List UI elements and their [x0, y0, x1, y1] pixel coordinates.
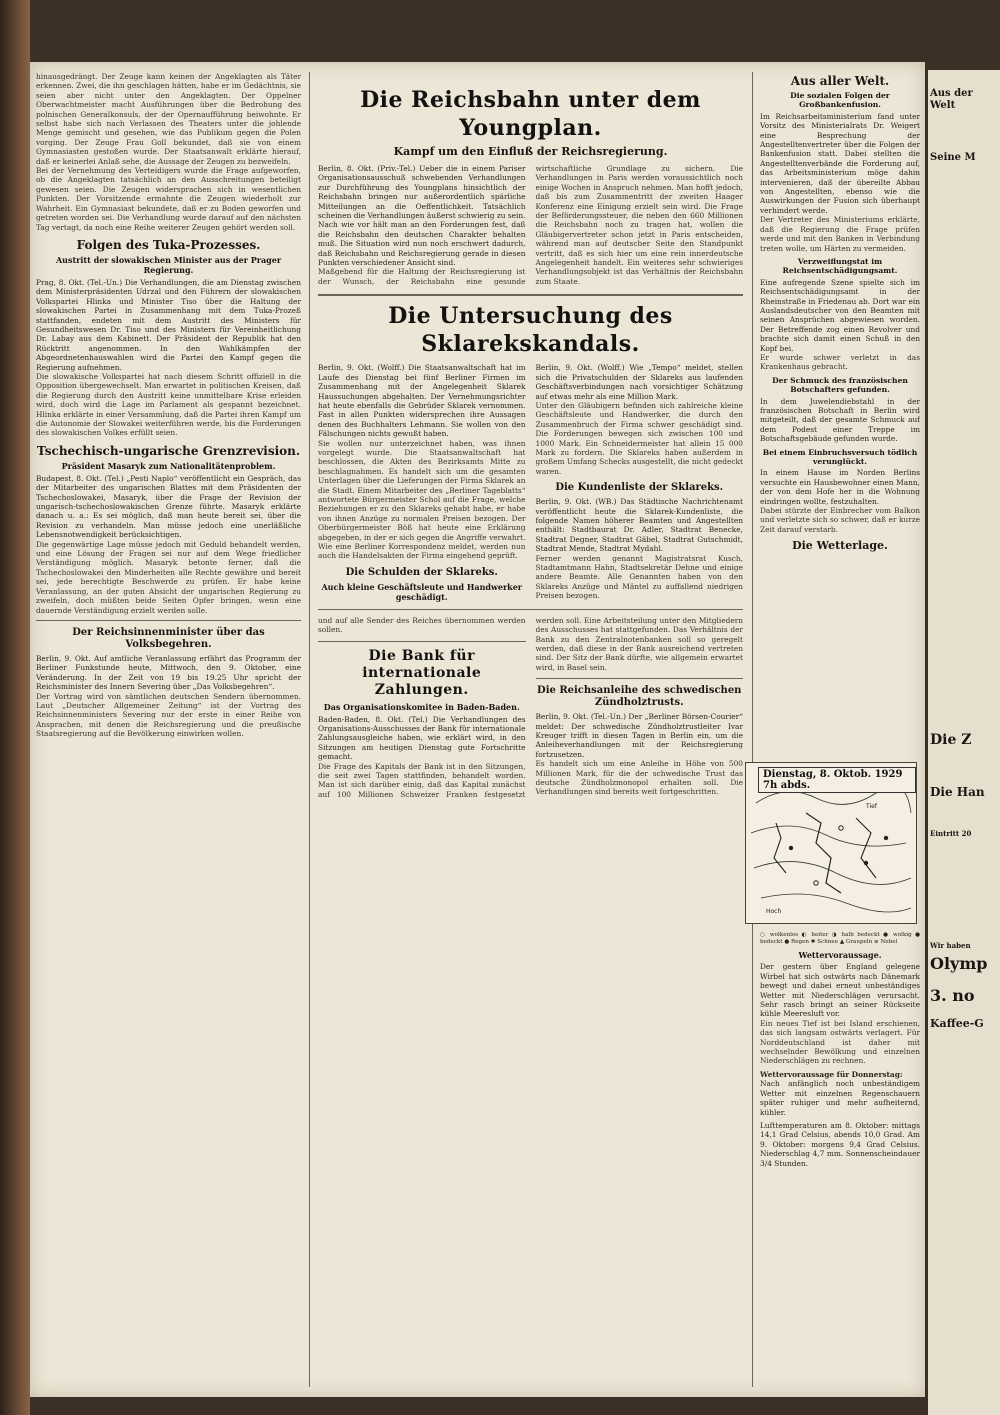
adjacent-head-4: Die Han — [930, 785, 985, 799]
adjacent-page — [928, 70, 1000, 1415]
tuka-text: Prag, 8. Okt. (Tel.-Un.) Die Verhandlungen, die am Dienstag zwischen dem Ministerpräsidenten Udrzal und den Führern der slowakischen Volkspartei Hlinka und Minister Tiso über die Haltung der slowakischen Partei in Zusammenhang mit dem Tuka-Prozeß stattfanden, endeten mit dem Austritt des Ministers für Gesundheitswesen Dr. Tiso und des Ministers für Vereinheitlichung Dr. Labay aus dem Kabinett. Der Präsident der Republik hat den Rücktritt angenommen. In den Wahlkämpfen der Abgeordnetenhauswahlen wird die Partei den Kampf gegen die Regierung aufnehmen. — [36, 277, 301, 372]
reich-headline: Der Reichsinnenminister über das Volksbegehren. — [72, 626, 265, 650]
forecast2-headline: Wettervoraussage für Donnerstag: — [760, 1069, 903, 1079]
weather-map — [745, 762, 917, 924]
bank-subheadline: Das Organisationskomitee in Baden-Baden. — [323, 701, 520, 712]
adjacent-head-8: 3. no — [930, 986, 975, 1005]
temperatures: Lufttemperaturen am 8. Oktober: mittags 14,1 Grad Celsius, abends 10,0 Grad. Am 9. Oktober: morgens 9,4 Grad Celsius. Niederschlag 4,7 mm. Sonnenscheindauer 3/4 Stunden. — [760, 1120, 920, 1168]
reichsbahn-headline: Die Reichsbahn unter dem Youngplan. — [360, 87, 701, 141]
bank-text: Baden-Baden, 8. Okt. (Tel.) Die Verhandlungen des Organisations-Ausschusses der Bank für internationale Zahlungsausgleiche haben, wie erklärt wird, in den Sitzungen am heutigen Dienstag gute Fortschritte gemacht. — [318, 714, 526, 762]
column-2: Die Reichsbahn unter dem Youngplan. Kampf um den Einfluß der Reichsregierung. Berlin, 8. Okt. (Priv.-Tel.) Ueber die in einem Pariser Organisationsausschuß schwebenden Verhandlungen zur Durchführung des Youngplans hinsichtlich der Reichsbahn bringen nur außerordentlich spärliche Mitteilungen an die Oeffentlichkeit. Tatsächlich scheinen die Verhandlungen äußerst schwierig zu sein. Nach wie vor hält man an den Forderungen fest, daß die Reichsbahn den deutschen Charakter behalten muß. Die Situation wird nun noch erschwert dadurch, daß Reichsbahn und Reichsregierung gerade in diesen Punkten verschiedener Ansicht sind. Maßgebend für die Haltung der Reichsregierung ist der Wunsch, der Reichsbahn eine gesunde wirtschaftliche Grundlage zu sichern. Die Verhandlungen in Paris werden voraussichtlich noch einige Wochen in Anspruch nehmen. Man hofft jedoch, daß bis zum Zusammentritt der zweiten Haager Konferenz eine Einigung erzielt sein wird. Die Frage der Beförderungssteuer, die neben den 660 Millionen die Reichsbahn noch zu tragen hat, wollen die Gläubigervertreter schon jetzt in Paris entscheiden, während man auf deutscher Seite den Standpunkt vertritt, daß es sich hier um eine rein innerdeutsche Angelegenheit handelt. Ein weiteres sehr schwieriges Verhandlungsobjekt ist das Verhältnis der Reichsbahn zum Staate. Die Untersuchung des Sklarekskandals. Berlin, 9. Okt. (Wolff.) Die Staatsanwaltschaft hat im Laufe des Dienstag bei fünf Berliner Firmen im Zusammenhang mit der Angelegenheit Sklarek Haussuchungen abgehalten. Der Vernehmungsrichter hat heute ebenfalls die Gebrüder Sklarek vernommen. Fast in allen Punkten widersprechen ihre Aussagen denen des Buchhalters Lehmann. Sie wollen von den Fälschungen nichts gewußt haben. Sie wollen nur unterzeichnet haben, was ihnen vorgelegt wurde. Die Staatsanwaltschaft hat beschlossen, die Akten des Bezirksamts Mitte zu beschlagnahmen. Es handelt sich um die gesamten Unterlagen über die Lieferungen der Firma Sklarek an die Stadt. Einem Mitarbeiter des „Berliner Tageblatts“ antwortete Bürgermeister Schol auf die Frage, welche Beziehungen er zu den Sklareks gehabt habe, er habe von ihnen Anzüge zu normalen Preisen bezogen. Der Oberbürgermeister Böß hat heute eine Erklärung abgegeben, in der er sich gegen die Angriffe verwahrt. Wie eine Berliner Korrespondenz meldet, werden nun auch die Handelsakten der Firma eingehend geprüft. Die Schulden der Sklareks. Auch kleine Geschäftsleute und Handwerker geschädigt. Berlin, 9. Okt. (Wolff.) Wie „Tempo“ meldet, stellen sich die Privatschulden der Sklareks aus laufenden Geschäftsverbindungen nach vorsichtiger Schätzung auf etwas mehr als eine Million Mark. Unter den Gläubigern befinden sich zahlreiche kleine Geschäftsleute und Handwerker, die durch den Zusammenbruch der Firma schwer geschädigt sind. Die Forderungen bewegen sich zwischen 100 und 1000 Mark. Ein Schneidermeister hat allein 15 000 Mark zu fordern. Die Sklareks haben außerdem in großem Umfang Schecks ausgestellt, die nicht gedeckt waren. Die Kundenliste der Sklareks. Berlin, 9. Okt. (WB.) Das Städtische Nachrichtenamt veröffentlicht heute die Sklarek-Kundenliste, die folgende Namen höherer Beamten und Angestellten enthält: Stadtbaurat Dr. Adler, Stadtrat Benecke, Stadtrat Degner, Stadtrat Gäbel, Stadtrat Gutschmidt, Stadtrat Mende, Stadtrat Mydahl. Ferner werden genannt Magistratsrat Kusch, Stadtamtmann Hahn, Stadtsekretär Dehne und einige andere Beamte. Alle Genannten haben von den Sklareks Anzüge und Mäntel zu auffallend niedrigen Preisen bezogen. und auf alle Sender des Reiches übernommen werden sollen. Die Bank für internationale Zahlungen. Das Organisationskomitee in Baden-Baden. Baden-Baden, 8. Okt. (Tel.) Die Verhandlungen des Organisations-Ausschusses der Bank für internationale Zahlungsausgleiche haben, wie erklärt wird, in den Sitzungen am heutigen Dienstag gute Fortschritte gemacht. Die Frage des Kapitals der Bank ist in den Sitzungen, die seit zwei Tagen stattfinden, behandelt worden. Man ist sich darüber einig, daß das Kapital zunächst auf 100 Millionen Schweizer Franken festgesetzt werden soll. Eine Arbeitsteilung unter den Mitgliedern des Ausschusses hat stattgefunden. Das Verhältnis der Bank zu den Zentralnotenbanken soll so geregelt werden, daß diese in der Bank ausreichend vertreten sind. Der Sitz der Bank dürfte, wie allgemein erwartet wird, in Basel sein. Die Reichsanleihe des schwedischen Zündholztrusts. Berlin, 9. Okt. (Tel.-Un.) Der „Berliner Börsen-Courier“ meldet: Der schwedische Zündholztrustleiter Ivar Kreuger trifft in diesen Tagen in Berlin ein, um die Anleiheverhandlungen mit der Reichsregierung fortzusetzen. Es handelt sich um eine Anleihe in Höhe von 500 Millionen Mark, für die der schwedische Trust das deutsche Zündholzmonopol erhalten soll. Die Verhandlungen sind bereits weit fortgeschritten. — [318, 87, 743, 799]
forecast2-text: Nach anfänglich noch unbeständigem Wetter mit einzelnen Regenschauern später ruhiger und mehr aufheiternd, kühler. — [760, 1079, 920, 1117]
book-spine — [0, 0, 30, 1415]
adjacent-head-9: Kaffee-G — [930, 1017, 984, 1030]
weather-legend: ○ wolkenlos ◐ heiter ◑ halb bedeckt ● wolkig ● bedeckt ● Regen ✱ Schnee ▲ Graupeln ≡ Nebel — [760, 932, 920, 945]
svg-text:Tief: Tief — [866, 803, 877, 810]
schulden-text: Berlin, 9. Okt. (Wolff.) Wie „Tempo“ meldet, stellen sich die Privatschulden der Sklareks aus laufenden Geschäftsverbindungen nach vorsichtiger Schätzung auf etwas mehr als eine Million Mark. — [535, 363, 743, 401]
col1-top-text: hinausgedrängt. Der Zeuge kann keinen der Angeklagten als Täter erkennen. Zwei, die ihn geschlagen hätten, habe er im Gedächtnis, sie seien aber nicht unter den Angeklagten. Der Oppelner Oberwachtmeister macht Ausführungen über die Bedrohung des polnischen Generalkonsuls, der der Opernaufführung beiwohnte. Er selbst habe sich nach Verlassen des Theaters unter die johlende Menge gemischt und gesehen, wie das Publikum gegen die Polen vorging. Der Zeuge Frau Goll bekundet, daß sie von einem Gymnasiasten gestoßen wurde. Der Staatsanwalt erklärte hierauf, daß er keinerlei Anlaß sehe, die Aussage der Zeugen zu bezweifeln. — [36, 72, 301, 166]
forecast-text: Der gestern über England gelegene Wirbel hat sich ostwärts nach Dänemark bewegt und dabei erneut unbeständiges Wetter mit Niederschlägen verursacht. Sehr rasch bringt an seiner Rückseite kühle Meeresluft vor. — [760, 962, 920, 1019]
reichsbahn-text: Berlin, 8. Okt. (Priv.-Tel.) Ueber die in einem Pariser Organisationsausschuß schwebenden Verhandlungen zur Durchführung des Youngplans hinsichtlich der Reichsbahn bringen nur außerordentlich spärliche Mitteilungen an die Oeffentlichkeit. Tatsächlich scheinen die Verhandlungen äußerst schwierig zu sein. Nach wie vor hält man an den Forderungen fest, daß die Reichsbahn den deutschen Charakter behalten muß. Die Situation wird nun noch erschwert dadurch, daß Reichsbahn und Reichsregierung gerade in diesen Punkten verschiedener Ansicht sind. — [318, 164, 526, 268]
schwed-text: Berlin, 9. Okt. (Tel.-Un.) Der „Berliner Börsen-Courier“ meldet: Der schwedische Zündholztrustleiter Ivar Kreuger trifft in diesen Tagen in Berlin ein, um die Anleiheverhandlungen mit der Reichsregierung fortzusetzen. — [535, 712, 743, 759]
aus-aller-welt-headline: Aus aller Welt. — [790, 74, 890, 88]
tuka-headline: Folgen des Tuka-Prozesses. — [76, 237, 261, 252]
czech-subheadline: Präsident Masaryk zum Nationalitätenproblem. — [61, 460, 276, 471]
sub4-text: In einem Hause im Norden Berlins versuchte ein Hausbewohner einen Mann, der von dem Hofe her in die Wohnung eindringen wollte, festzuhalten. — [760, 468, 920, 506]
weather-headline: Die Wetterlage. — [792, 539, 888, 553]
czech-text: Budapest, 8. Okt. (Tel.) „Pesti Naplo“ veröffentlicht ein Gespräch, das der Mitarbeiter des ungarischen Blattes mit dem Präsidenten der Tschechoslowakei, Masaryk, über die Frage der Revision der ungarisch-tschechoslowakischen Grenze führte. Masaryk erklärte danach u. a.: Es sei möglich, daß man heute bereit sei, über die Revision zu verhandeln. Man müsse jedoch eine unerläßliche Lebensnotwendigkeit berücksichtigen. — [36, 473, 301, 540]
bank-headline: Die Bank für internationale Zahlungen. — [362, 647, 482, 698]
schulden-headline: Die Schulden der Sklareks. — [345, 566, 498, 578]
sklarek-headline: Die Untersuchung des Sklarekskandals. — [388, 303, 673, 358]
schulden-subheadline: Auch kleine Geschäftsleute und Handwerker geschädigt. — [321, 581, 523, 602]
reich-text: Berlin, 9. Okt. Auf amtliche Veranlassung erfährt das Programm der Berliner Funkstunde heute, Mittwoch, den 9. Oktober, eine Veränderung. In der Zeit von 19 bis 19.25 Uhr spricht der Reichsminister des Innern Severing über „Das Volksbegehren“. — [36, 653, 301, 692]
schwed-headline: Die Reichsanleihe des schwedischen Zündholztrusts. — [537, 685, 742, 709]
tuka-subheadline: Austritt der slowakischen Minister aus der Prager Regierung. — [55, 254, 282, 275]
adjacent-head-5: Eintritt 20 — [930, 829, 972, 838]
sklarek-text: Berlin, 9. Okt. (Wolff.) Die Staatsanwaltschaft hat im Laufe des Dienstag bei fünf Berliner Firmen im Zusammenhang mit der Angelegenheit Sklarek Haussuchungen abgehalten. Der Vernehmungsrichter hat heute ebenfalls die Gebrüder Sklarek vernommen. Fast in allen Punkten widersprechen ihre Aussagen denen des Buchhalters Lehmann. Sie wollen von den Fälschungen nichts gewußt haben. — [318, 363, 526, 439]
adjacent-head-1: Aus der Welt — [930, 88, 973, 111]
newspaper-page — [30, 62, 925, 1397]
column-3-lower: ○ wolkenlos ◐ heiter ◑ halb bedeckt ● wolkig ● bedeckt ● Regen ✱ Schnee ▲ Graupeln ≡ Nebel Wettervoraussage. Der gestern über England gelegene Wirbel hat sich ostwärts nach Dänemark bewegt und dabei erneut unbeständiges Wetter mit Niederschlägen verursacht. Sehr rasch bringt an seiner Rückseite kühle Meeresluft vor. Ein neues Tief ist bei Island erschienen, das sich langsam ostwärts verlagert. Für Norddeutschland ist daher mit wechselnder Bewölkung und einzelnen Niederschlägen zu rechnen. Wettervoraussage für Donnerstag: Nach anfänglich noch unbeständigem Wetter mit einzelnen Regenschauern später ruhiger und mehr aufheiternd, kühler. Lufttemperaturen am 8. Oktober: mittags 14,1 Grad Celsius, abends 10,0 Grad. Am 9. Oktober: morgens 9,4 Grad Celsius. Niederschlag 4,7 mm. Sonnenscheindauer 3/4 Stunden. — [760, 932, 920, 1168]
column-1: hinausgedrängt. Der Zeuge kann keinen der Angeklagten als Täter erkennen. Zwei, die ihn geschlagen hätten, habe er im Gedächtnis, sie seien aber nicht unter den Angeklagten. Der Oppelner Oberwachtmeister macht Ausführungen über die Bedrohung des polnischen Generalkonsuls, der der Opernaufführung beiwohnte. Er selbst habe sich nach Verlassen des Theaters unter die johlende Menge gemischt und gesehen, wie das Publikum gegen die Polen vorging. Der Zeuge Frau Goll bekundet, daß sie von einem Gymnasiasten gestoßen wurde. Der Staatsanwalt erklärte hierauf, daß er keinerlei Anlaß sehe, die Aussage der Zeugen zu bezweifeln. Bei der Vernehmung des Verteidigers wurde die Frage aufgeworfen, ob die Angeklagten tatsächlich an den Ausschreitungen beteiligt gewesen seien. Die Zeugen widersprachen sich in wesentlichen Punkten. Der Vorsitzende ermahnte die Zeugen wiederholt zur Wahrheit. Ein Gymnasiast bekundete, daß er zu Boden geworfen und getreten worden sei. Die Verhandlung wurde darauf auf den nächsten Tag vertagt, da noch eine Reihe weiterer Zeugen gehört werden soll. Folgen des Tuka-Prozesses. Austritt der slowakischen Minister aus der Prager Regierung. Prag, 8. Okt. (Tel.-Un.) Die Verhandlungen, die am Dienstag zwischen dem Ministerpräsidenten Udrzal und den Führern der slowakischen Volkspartei Hlinka und Minister Tiso über die Haltung der slowakischen Partei in Zusammenhang mit dem Tuka-Prozeß stattfanden, endeten mit dem Austritt des Ministers für Gesundheitswesen Dr. Tiso und des Ministers für Vereinheitlichung Dr. Labay aus dem Kabinett. Der Präsident der Republik hat den Rücktritt angenommen. In den Wahlkämpfen der Abgeordnetenhauswahlen wird die Partei den Kampf gegen die Regierung aufnehmen. Die slowakische Volkspartei hat nach diesem Schritt offiziell in die Opposition übergewechselt. Man erwartet in politischen Kreisen, daß die Regierung durch den Austritt keine unmittelbare Krise erleiden wird, doch wird die Lage im Parlament als gespannt bezeichnet. Hlinka erklärte in einer Versammlung, daß die Partei ihren Kampf um die Autonomie der Slowakei weiterführen werde, bis die Forderungen des slowakischen Volkes erfüllt seien. Tschechisch-ungarische Grenzrevision. Präsident Masaryk zum Nationalitätenproblem. Budapest, 8. Okt. (Tel.) „Pesti Naplo“ veröffentlicht ein Gespräch, das der Mitarbeiter des ungarischen Blattes mit dem Präsidenten der Tschechoslowakei, Masaryk, über die Frage der Revision der ungarisch-tschechoslowakischen Grenze führte. Masaryk erklärte danach u. a.: Es sei möglich, daß man heute bereit sei, über die Revision zu verhandeln. Man müsse jedoch eine unerläßliche Lebensnotwendigkeit berücksichtigen. Die gegenwärtige Lage müsse jedoch mit Geduld behandelt werden, und eine Lösung der Fragen sei nur auf dem Wege friedlicher Verständigung möglich. Masaryk betonte ferner, daß die Tschechoslowakei den Minderheiten alle Rechte gewähre und bereit sei, jede berechtigte Beschwerde zu prüfen. Er habe keine Veranlassung, an der guten Absicht der ungarischen Regierung zu zweifeln, doch müßten beide Seiten Opfer bringen, wenn eine dauernde Verständigung erzielt werden solle. Der Reichsinnenminister über das Volksbegehren. Berlin, 9. Okt. Auf amtliche Veranlassung erfährt das Programm der Berliner Funkstunde heute, Mittwoch, den 9. Oktober, eine Veränderung. In der Zeit von 19 bis 19.25 Uhr spricht der Reichsminister des Innern Severing über „Das Volksbegehren“. Der Vortrag wird von sämtlichen deutschen Sendern übernommen. Laut „Deutscher Allgemeiner Zeitung“ ist der Vortrag des Reichsinnenministers Severing nur der erste in einer Reihe von Ansprachen, mit denen die Reichsregierung und die preußische Staatsregierung auf die Bevölkerung einwirken wollen. — [36, 72, 301, 739]
sub1-headline: Die sozialen Folgen der Großbankenfusion. — [790, 91, 890, 110]
sub4-headline: Bei einem Einbruchsversuch tödlich verunglückt. — [762, 447, 918, 467]
sub3-headline: Der Schmuck des französischen Botschafters gefunden. — [772, 375, 908, 395]
kunden-text: Berlin, 9. Okt. (WB.) Das Städtische Nachrichtenamt veröffentlicht heute die Sklarek-Kundenliste, die folgende Namen höherer Beamten und Angestellten enthält: Stadtbaurat Dr. Adler, Stadtrat Benecke, Stadtrat Degner, Stadtrat Gäbel, Stadtrat Gutschmidt, Stadtrat Mende, Stadtrat Mydahl. — [535, 497, 743, 554]
adjacent-head-6: Wir haben — [930, 941, 971, 950]
forecast-headline: Wettervoraussage. — [798, 950, 882, 960]
sub1-text: Im Reichsarbeitsministerium fand unter Vorsitz des Ministerialrats Dr. Weigert eine Besprechung der Angestelltenvertreter über die Folgen der Bankenfusion statt. Dabei stellten die Angestelltenverbände die Forderung auf, das Arbeitsministerium möge dahin intervenieren, daß der übereilte Abbau von Angestellten, ebenso wie die Auswirkungen der Fusion sich überhaupt verhindert werde. — [760, 111, 920, 215]
sub2-headline: Verzweiflungstat im Reichsentschädigungsamt. — [782, 256, 898, 276]
column-3: Aus aller Welt. Die sozialen Folgen der Großbankenfusion. Im Reichsarbeitsministerium fand unter Vorsitz des Ministerialrats Dr. Weigert eine Besprechung der Angestelltenvertreter über die Folgen der Bankenfusion statt. Dabei stellten die Angestelltenverbände die Forderung auf, das Arbeitsministerium möge dahin intervenieren, daß der übereilte Abbau von Angestellten, ebenso wie die Auswirkungen der Fusion sich überhaupt verhindert werde. Der Vertreter des Ministeriums erklärte, daß die Regierung die Frage prüfen werde und mit den Banken in Verbindung treten wolle, um Härten zu vermeiden. Verzweiflungstat im Reichsentschädigungsamt. Eine aufregende Szene spielte sich im Reichsentschädigungsamt in der Rheinstraße in Friedenau ab. Dort war ein Auslandsdeutscher von den Beamten mit seinen Ansprüchen abgewiesen worden. Der Betreffende zog einen Revolver und brachte sich damit einen Schuß in den Kopf bei. Er wurde schwer verletzt in das Krankenhaus gebracht. Der Schmuck des französischen Botschafters gefunden. In dem Juwelendiebstahl in der französischen Botschaft in Berlin wird mitgeteilt, daß der gesamte Schmuck auf dem Podest einer Treppe im Botschaftsgebäude gefunden wurde. Bei einem Einbruchsversuch tödlich verunglückt. In einem Hause im Norden Berlins versuchte ein Hausbewohner einen Mann, der von dem Hofe her in die Wohnung eindringen wollte, festzuhalten. Dabei stürzte der Einbrecher vom Balkon und verletzte sich so schwer, daß er kurze Zeit darauf verstarb. Die Wetterlage. — [760, 74, 920, 553]
sub3-text: In dem Juwelendiebstahl in der französischen Botschaft in Berlin wird mitgeteilt, daß der gesamte Schmuck auf dem Podest einer Treppe im Botschaftsgebäude gefunden wurde. — [760, 396, 920, 444]
kunden-headline: Die Kundenliste der Sklareks. — [555, 482, 724, 494]
sub2-text: Eine aufregende Szene spielte sich im Reichsentschädigungsamt in der Rheinstraße in Friedenau ab. Dort war ein Auslandsdeutscher von den Beamten mit seinen Ansprüchen abgewiesen worden. Der Betreffende zog einen Revolver und brachte sich damit einen Schuß in den Kopf bei. — [760, 277, 920, 353]
adjacent-head-3: Die Z — [930, 732, 972, 748]
adjacent-head-7: Olymp — [930, 954, 988, 973]
adjacent-head-2: Seine M — [930, 152, 976, 163]
reichsbahn-subheadline: Kampf um den Einfluß der Reichsregierung. — [393, 145, 668, 158]
czech-headline: Tschechisch-ungarische Grenzrevision. — [36, 443, 301, 458]
svg-text:Hoch: Hoch — [766, 908, 782, 915]
weather-map-title: Dienstag, 8. Oktob. 1929 7h abds. — [758, 767, 916, 793]
